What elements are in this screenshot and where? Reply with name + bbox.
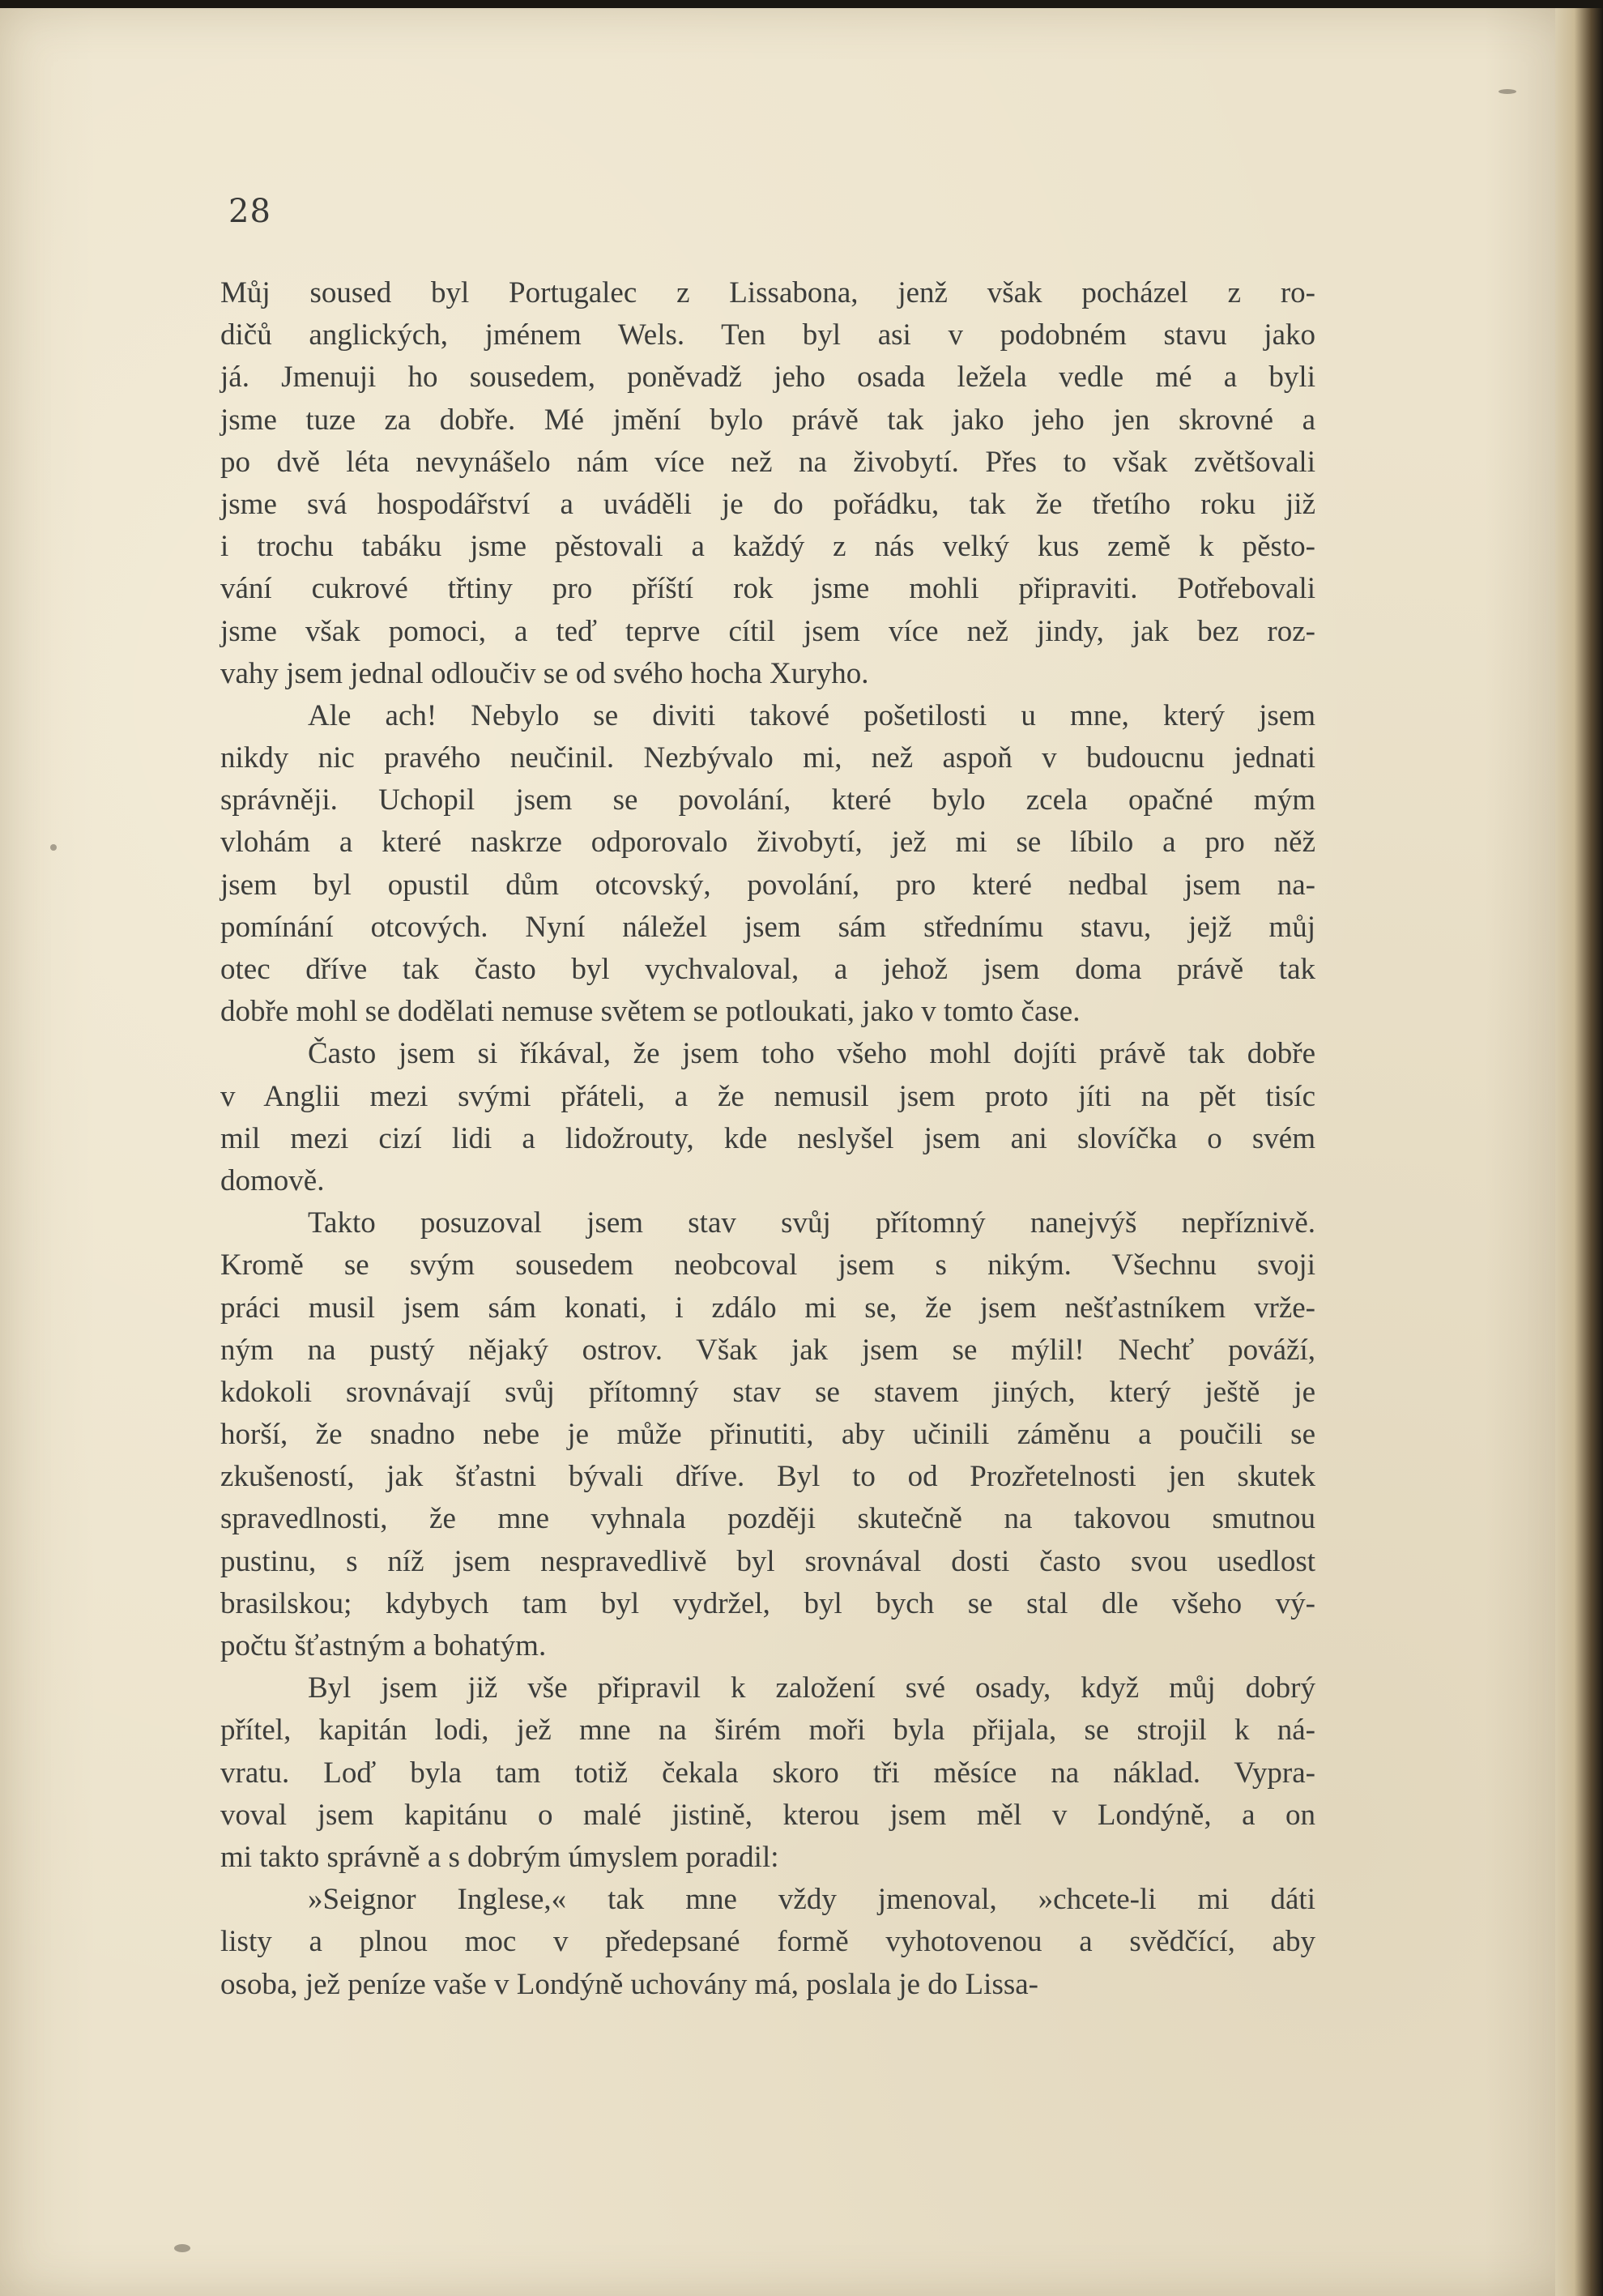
text-line: horší, že snadno nebe je může přinutiti, aby učinili záměnu a poučili se: [220, 1418, 1315, 1452]
text-line: »Seignor Inglese,« tak mne vždy jmenoval, »chcete-li mi dáti: [308, 1883, 1315, 1917]
ink-speck: [50, 844, 57, 851]
text-line: mi takto správně a s dobrým úmyslem poradil:: [220, 1840, 779, 1874]
paragraph: [220, 695, 1315, 1034]
text-line: Takto posuzoval jsem stav svůj přítomný nanejvýš nepříznivě.: [308, 1206, 1315, 1240]
text-line: Byl jsem již vše připravil k založení své osady, když můj dobrý: [308, 1671, 1315, 1705]
text-line: Kromě se svým sousedem neobcoval jsem s nikým. Všechnu svoji: [220, 1248, 1315, 1282]
text-line: otec dříve tak často byl vychvaloval, a jehož jsem doma právě tak: [220, 953, 1315, 986]
text-line: přítel, kapitán lodi, jež mne na širém moři byla přijala, se strojil k ná-: [220, 1713, 1315, 1748]
text-line: počtu šťastným a bohatým.: [220, 1629, 547, 1662]
text-line: dobře mohl se dodělati nemuse světem se potloukati, jako v tomto čase.: [220, 995, 1081, 1029]
text-line: i trochu tabáku jsme pěstovali a každý z nás velký kus země k pěsto-: [220, 530, 1315, 564]
paragraph: [220, 1202, 1315, 1667]
text-line: práci musil jsem sám konati, i zdálo mi se, že jsem nešťastníkem vrže-: [220, 1291, 1315, 1325]
text-line: já. Jmenuji ho sousedem, poněvadž jeho osada ležela vedle mé a byli: [220, 361, 1315, 395]
text-line: dičů anglických, jménem Wels. Ten byl asi v podobném stavu jako: [220, 318, 1315, 352]
paragraph: [220, 272, 1315, 695]
text-line: pustinu, s níž jsem nespravedlivě byl srovnával dosti často svou usedlost: [220, 1544, 1315, 1578]
text-line: kdokoli srovnávají svůj přítomný stav se stavem jiných, který ještě je: [220, 1375, 1315, 1409]
text-line: domově.: [220, 1163, 325, 1197]
text-line: správněji. Uchopil jsem se povolání, které bylo zcela opačné mým: [220, 783, 1315, 817]
text-line: po dvě léta nevynášelo nám více než na živobytí. Přes to však zvětšovali: [220, 445, 1315, 479]
ink-speck: [174, 2244, 190, 2252]
text-line: brasilskou; kdybych tam byl vydržel, byl bych se stal dle všeho vý-: [220, 1586, 1315, 1620]
paragraph: [220, 1033, 1315, 1202]
text-line: ným na pustý nějaký ostrov. Však jak jsem se mýlil! Nechť pováží,: [220, 1333, 1315, 1367]
text-line: mil mezi cizí lidi a lidožrouty, kde neslyšel jsem ani slovíčka o svém: [220, 1121, 1315, 1155]
text-line: Ale ach! Nebylo se diviti takové pošetilosti u mne, který jsem: [308, 698, 1315, 732]
text-line: spravedlnosti, že mne vyhnala později skutečně na takovou smutnou: [220, 1502, 1315, 1536]
text-line: v Anglii mezi svými přáteli, a že nemusil jsem proto jíti na pět tisíc: [220, 1079, 1315, 1113]
text-line: vlohám a které naskrze odporovalo živobytí, jež mi se líbilo a pro něž: [220, 826, 1315, 860]
text-line: jsem byl opustil dům otcovský, povolání, pro které nedbal jsem na-: [220, 868, 1315, 902]
text-line: vratu. Loď byla tam totiž čekala skoro tři měsíce na náklad. Vypra-: [220, 1756, 1315, 1790]
ink-speck: [1499, 89, 1516, 94]
page-edge-shadow: [1555, 8, 1603, 2296]
text-line: vání cukrové třtiny pro příští rok jsme mohli připraviti. Potřebovali: [220, 572, 1315, 606]
text-line: zkušeností, jak šťastni bývali dříve. Byl to od Prozřetelnosti jen skutek: [220, 1460, 1315, 1494]
paragraph: [220, 1879, 1315, 2006]
page-number: 28: [228, 193, 271, 230]
text-line: osoba, jež peníze vaše v Londýně uchovány má, poslala je do Lissa-: [220, 1967, 1038, 2001]
text-line: jsme svá hospodářství a uváděli je do pořádku, tak že třetího roku již: [220, 487, 1315, 521]
text-line: Často jsem si říkával, že jsem toho všeho mohl dojíti právě tak dobře: [308, 1037, 1315, 1071]
text-line: Můj soused byl Portugalec z Lissabona, jenž však pocházel z ro-: [220, 276, 1315, 309]
text-line: listy a plnou moc v předepsané formě vyhotovenou a svědčící, aby: [220, 1925, 1315, 1959]
text-line: jsme však pomoci, a teď teprve cítil jsem více než jindy, jak bez roz-: [220, 614, 1315, 648]
text-line: pomínání otcových. Nyní náležel jsem sám střednímu stavu, jejž můj: [220, 910, 1315, 944]
text-line: jsme tuze za dobře. Mé jmění bylo právě tak jako jeho jen skrovné a: [220, 403, 1315, 437]
text-line: nikdy nic pravého neučinil. Nezbývalo mi, než aspoň v budoucnu jednati: [220, 741, 1315, 775]
text-line: voval jsem kapitánu o malé jistině, kterou jsem měl v Londýně, a on: [220, 1798, 1315, 1832]
text-line: vahy jsem jednal odloučiv se od svého hocha Xuryho.: [220, 656, 869, 690]
paragraph: [220, 1667, 1315, 1879]
body-text: [220, 272, 1315, 2006]
